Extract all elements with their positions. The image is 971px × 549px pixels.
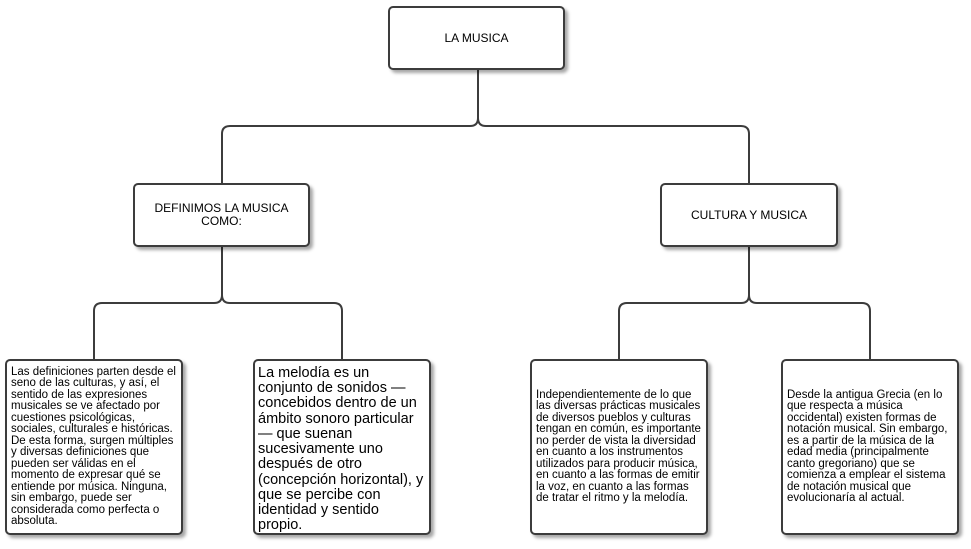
leaf-definiciones	[5, 359, 183, 535]
root-label: LA MUSICA	[444, 30, 509, 45]
connector-left-to-leaf1	[94, 247, 222, 359]
leaf-diversidad-text: Independientemente de lo que las diversas prácticas musicales de diversos pueblos y culturas tengan en común, es importante no perder de vista la diversidad en cuanto a los instrumentos utilizados para producir música, en cuanto a las formas de emitir la voz, en cuanto a las formas de tratar el ritmo y la melodía.	[536, 388, 701, 504]
connector-right-to-leaf3	[619, 247, 749, 359]
leaf-notacion-text: Desde la antigua Grecia (en lo que respecta a música occidental) existen formas de notación musical. Sin embargo, es a partir de la música de la edad media (principalmente canto gregoriano) que se comienza a emplear el sistema de notación musical que evolucionaría al actual.	[787, 388, 948, 504]
connector-left-to-leaf2	[222, 295, 342, 359]
left-branch-node	[133, 183, 310, 247]
connector-root-to-left	[222, 70, 478, 183]
root-node	[388, 6, 565, 70]
leaf-notacion	[781, 359, 959, 535]
connector-root-to-right	[478, 118, 749, 183]
right-branch-label: CULTURA Y MUSICA	[690, 207, 808, 222]
right-branch-node	[660, 183, 838, 247]
leaf-melodia-text: La melodía es un conjunto de sonidos —concebidos dentro de un ámbito sonoro particular— que suenan sucesivamente uno después de otro (concepción horizontal), y que se percibe con identidad y sentido propio.	[258, 365, 424, 534]
leaf-melodia	[253, 359, 431, 535]
left-branch-label: DEFINIMOS LA MUSICA COMO:	[154, 201, 289, 228]
connector-right-to-leaf4	[749, 295, 870, 359]
leaf-definiciones-text: Las definiciones parten desde el seno de las culturas, y así, el sentido de las expresiones musicales se ve afectado por cuestiones psicológicas, sociales, culturales e históricas. De esta forma, surgen múltiples y diversas definiciones que pueden ser válidas en el momento de expresar qué se entiende por música. Ninguna, sin embargo, puede ser considerada como perfecta o absoluta.	[11, 365, 176, 527]
leaf-diversidad	[530, 359, 708, 535]
